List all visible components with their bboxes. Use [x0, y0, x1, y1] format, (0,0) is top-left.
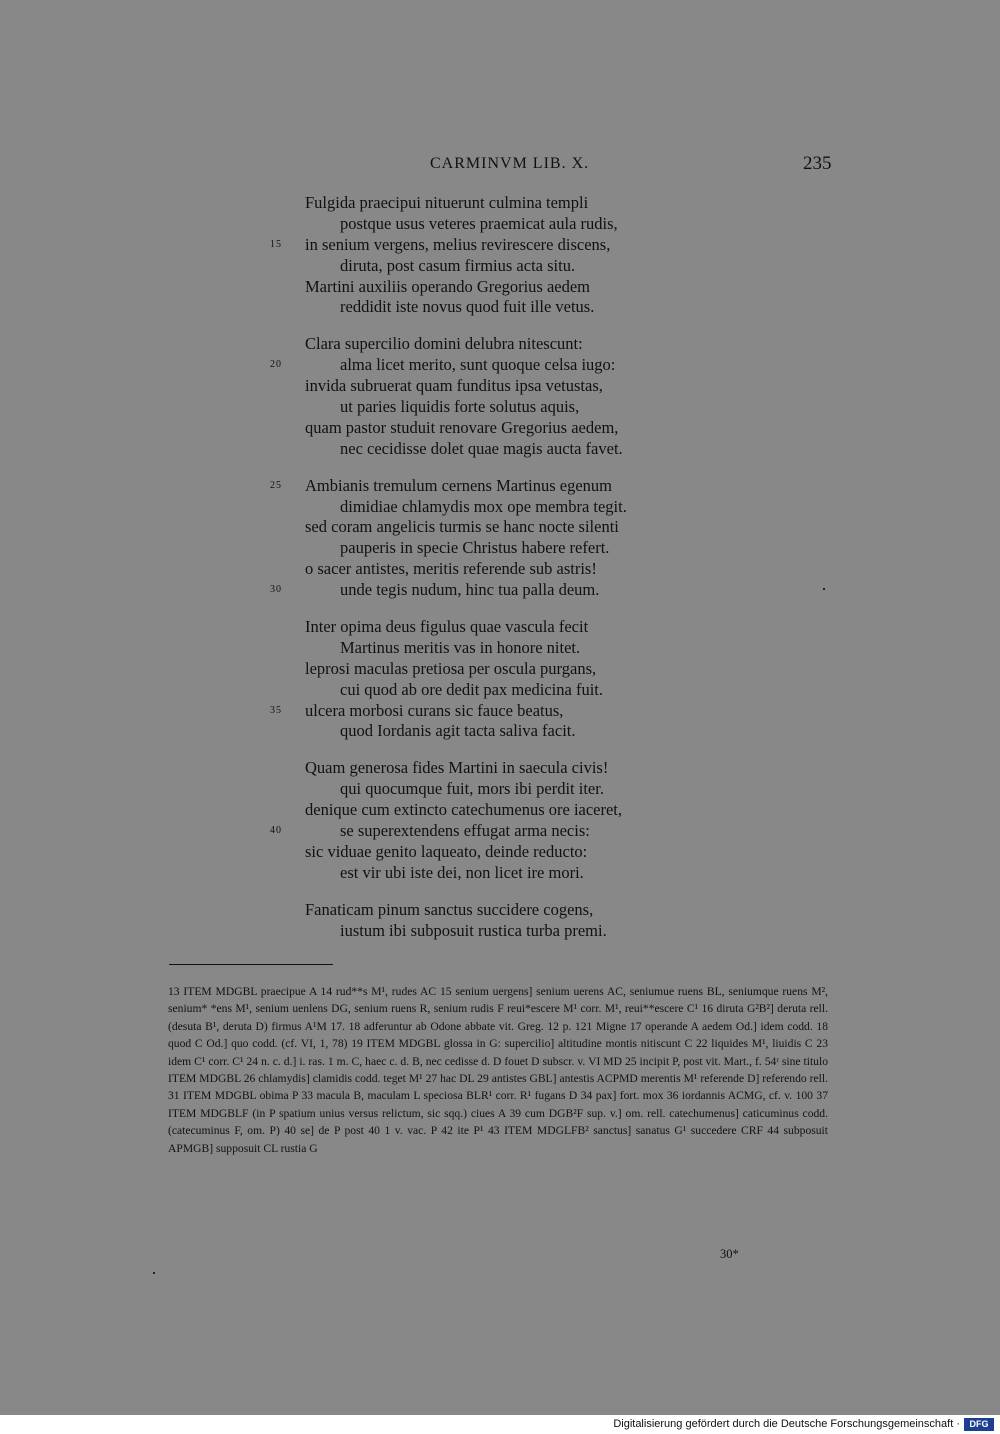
verse-line: [0, 800, 1000, 821]
stanza: [0, 334, 1000, 459]
line-number: 35: [270, 704, 282, 716]
verse-line: [0, 517, 1000, 538]
verse-line: [0, 277, 1000, 298]
verse-line: [0, 921, 1000, 942]
verse-line: [0, 235, 1000, 256]
verse-text: iustum ibi subposuit rustica turba premi.: [340, 920, 607, 940]
verse-text: qui quocumque fuit, mors ibi perdit iter.: [340, 779, 604, 799]
verse-text: Martinus meritis vas in honore nitet.: [340, 637, 581, 657]
verse-text: denique cum extincto catechumenus ore iaceret,: [305, 800, 623, 820]
verse-line: [0, 376, 1000, 397]
stanza: [0, 476, 1000, 601]
verse-line: [0, 758, 1000, 779]
running-title: CARMINVM LIB. X.: [430, 155, 590, 172]
stanza: [0, 900, 1000, 942]
verse-line: [0, 721, 1000, 742]
dfg-logo: DFG: [964, 1418, 994, 1431]
verse-line: [0, 476, 1000, 497]
verse-text: ulcera morbosi curans sic fauce beatus,: [305, 700, 564, 720]
verse-line: [0, 418, 1000, 439]
page-number: 235: [803, 153, 832, 174]
verse-line: [0, 821, 1000, 842]
verse-line: [0, 580, 1000, 601]
poem-text: [0, 193, 1000, 958]
verse-text: Ambianis tremulum cernens Martinus egenum: [305, 475, 613, 495]
verse-text: diruta, post casum firmius acta situ.: [340, 255, 576, 275]
verse-text: est vir ubi iste dei, non licet ire mori.: [340, 862, 584, 882]
line-number: 30: [270, 584, 282, 596]
verse-text: postque usus veteres praemicat aula rudis,: [340, 213, 618, 233]
verse-text: quod Iordanis agit tacta saliva facit.: [340, 721, 576, 741]
footer-credit: Digitalisierung gefördert durch die Deutsche Forschungsgemeinschaft ·: [613, 1418, 960, 1430]
stanza: [0, 617, 1000, 742]
verse-line: [0, 863, 1000, 884]
line-number: 40: [270, 825, 282, 837]
verse-text: alma licet merito, sunt quoque celsa iugo:: [340, 355, 616, 375]
verse-text: sed coram angelicis turmis se hanc nocte silenti: [305, 517, 619, 537]
verse-text: sic viduae genito laqueato, deinde reducto:: [305, 841, 588, 861]
critical-apparatus: [168, 983, 828, 1157]
stanza: [0, 193, 1000, 318]
verse-line: [0, 397, 1000, 418]
verse-line: [0, 193, 1000, 214]
verse-text: leprosi maculas pretiosa per oscula purgans,: [305, 658, 597, 678]
verse-line: [0, 334, 1000, 355]
verse-text: in senium vergens, melius revirescere discens,: [305, 234, 611, 254]
verse-text: Martini auxiliis operando Gregorius aedem: [305, 276, 591, 296]
verse-line: [0, 701, 1000, 722]
verse-text: unde tegis nudum, hinc tua palla deum.: [340, 580, 600, 600]
verse-text: reddidit iste novus quod fuit ille vetus.: [340, 297, 595, 317]
verse-line: [0, 779, 1000, 800]
verse-text: nec cecidisse dolet quae magis aucta favet.: [340, 438, 623, 458]
verse-line: [0, 214, 1000, 235]
verse-line: [0, 256, 1000, 277]
verse-line: [0, 538, 1000, 559]
line-number: 25: [270, 479, 282, 491]
verse-text: o sacer antistes, meritis referende sub astris!: [305, 559, 597, 579]
verse-line: [0, 497, 1000, 518]
verse-text: Quam generosa fides Martini in saecula civis!: [305, 758, 609, 778]
verse-line: [0, 680, 1000, 701]
digitization-footer: [0, 1415, 1000, 1434]
line-number: 15: [270, 238, 282, 250]
verse-text: dimidiae chlamydis mox ope membra tegit.: [340, 496, 627, 516]
verse-text: ut paries liquidis forte solutus aquis,: [340, 397, 580, 417]
verse-text: Fulgida praecipui nituerunt culmina templi: [305, 193, 589, 212]
page-header: [0, 153, 1000, 181]
verse-line: [0, 638, 1000, 659]
verse-line: [0, 559, 1000, 580]
verse-text: se superextendens effugat arma necis:: [340, 821, 590, 841]
verse-text: invida subruerat quam funditus ipsa vetustas,: [305, 376, 603, 396]
verse-line: [0, 617, 1000, 638]
scan-speck: [153, 1272, 155, 1274]
footnote-separator: [169, 964, 333, 965]
verse-text: Inter opima deus figulus quae vascula fecit: [305, 617, 589, 637]
verse-line: [0, 439, 1000, 460]
verse-line: [0, 842, 1000, 863]
verse-line: [0, 297, 1000, 318]
verse-text: cui quod ab ore dedit pax medicina fuit.: [340, 679, 604, 699]
verse-text: Clara supercilio domini delubra nitescunt:: [305, 334, 583, 354]
line-number: 20: [270, 359, 282, 371]
verse-text: Fanaticam pinum sanctus succidere cogens,: [305, 899, 594, 919]
verse-line: [0, 355, 1000, 376]
scan-speck: [823, 588, 825, 590]
verse-text: pauperis in specie Christus habere refert.: [340, 538, 610, 558]
printer-signature: 30*: [720, 1247, 739, 1261]
stanza: [0, 758, 1000, 883]
verse-line: [0, 900, 1000, 921]
verse-text: quam pastor studuit renovare Gregorius aedem,: [305, 417, 619, 437]
apparatus-text: 13 ITEM MDGBL praecipue A 14 rud**s M¹, rudes AC 15 senium uergens] senium uerens AC, seniumue ruens BL, seniumque ruens M², senium* *ens M¹, senium uenlens DG, senium ruens R, senium rudis F reui*escere M¹ corr. M¹, reui**escere C¹ 16 diruta G²B²] deruta rell. (desuta B¹, deruta D) firmus A¹M 17. 18 adferuntur ab Odone abbate vit. Greg. 12 p. 121 Migne 17 operande A aedem Od.] idem codd. 18 quod C Od.] quo codd. (cf. VI, 1, 78) 19 ITEM MDGBL glossa in G: supercilio] altitudine montis nitiscunt C 22 liquides M¹, liuidis C 23 idem C¹ corr. C¹ 24 n. c. d.] i. ras. 1 m. C, haec c. d. B, nec cedisse d. D fouet D subscr. v. VI MD 25 incipit P, post vit. Mart., f. 54ʳ sine titulo ITEM MDGBL 26 chlamydis] clamidis codd. teget M¹ 27 hac DL 29 antistes GBL] antestis ACPMD merentis M¹ referende D] referendo rell. 31 ITEM MDGBL obima P 33 macula B, maculam L speciosa BLR¹ corr. R¹ fugans D 34 pax] fort. mox 36 iordannis ACMG, cf. v. 100 37 ITEM MDGBLF (in P spatium unius versus relictum, sic sqq.) ciues A 39 cum DGB²F sup. v.] om. rell. catechumenus] caticuminus codd. (catecuminus F, om. P) 40 se] de P post 40 1 v. vac. P 42 ite P¹ 43 ITEM MDGLFB² sanctus] sanatus G¹ succedere CRF 44 subposuit APMGB] supposuit CL rustia G: [168, 985, 828, 1155]
verse-line: [0, 659, 1000, 680]
